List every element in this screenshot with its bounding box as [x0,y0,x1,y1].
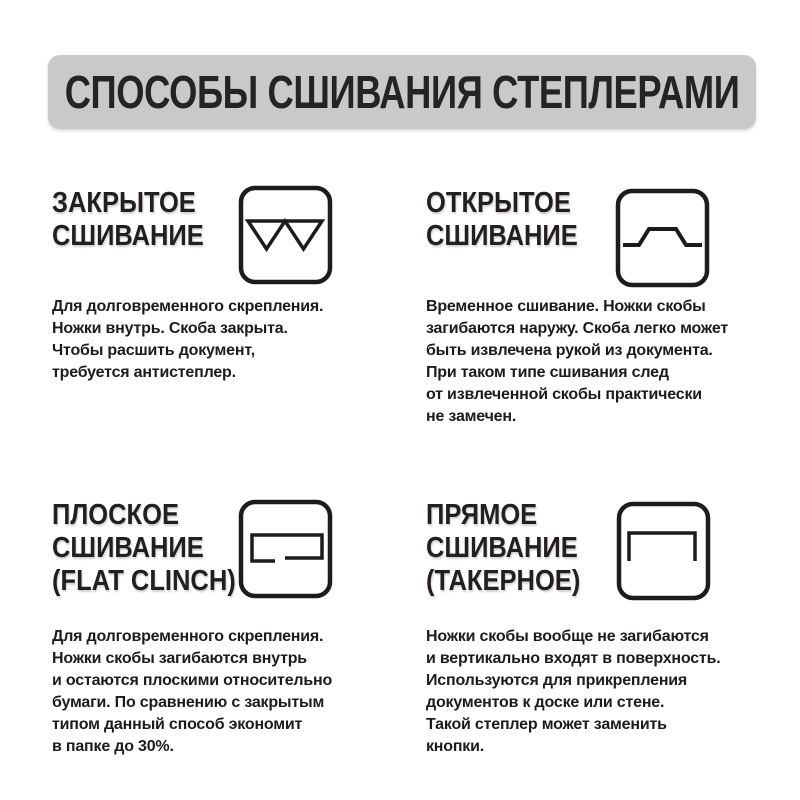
text-line: от извлеченной скобы практически [426,386,702,403]
text-line: Такой степлер может заменить [426,716,667,733]
text-line: и вертикально входят в поверхность. [426,650,721,667]
text-line: Для долговременного скрепления. [52,298,324,315]
text-line: кнопки. [426,738,484,755]
text-line: СШИВАНИЕ [52,220,204,252]
text-line: типом данный способ экономит [52,716,303,733]
text-line: При таком типе сшивания след [426,364,669,381]
text-line: бумаги. По сравнению с закрытым [52,694,325,711]
text-line: СШИВАНИЕ [52,532,204,564]
text-line: Ножки скобы вообще не загибаются [426,628,709,645]
straight-staple-icon [616,501,711,601]
section-description [52,626,332,758]
section-closed-stitching [52,187,422,381]
text-line: Используются для прикрепления [426,672,688,689]
text-line: в папке до 30%. [52,738,174,755]
title-banner [48,55,756,129]
text-line: Чтобы расшить документ, [52,342,255,359]
text-line: (ТАКЕРНОЕ) [426,565,581,597]
text-line: СШИВАНИЕ [426,220,578,252]
section-description [52,296,323,384]
text-line: ПРЯМОЕ [426,499,538,531]
text-line: Ножки скобы загибаются внутрь [52,650,307,667]
text-line: ЗАКРЫТОЕ [52,187,196,219]
text-line: Временное сшивание. Ножки скобы [426,298,706,315]
text-line: Ножки внутрь. Скоба закрыта. [52,320,288,337]
section-description [426,296,728,428]
closed-staple-triangles-icon [238,185,333,285]
text-line: не замечен. [426,408,517,425]
text-line: ОТКРЫТОЕ [426,187,571,219]
open-staple-trapezoid-icon [615,188,710,288]
text-line: документов к доске или стене. [426,694,665,711]
text-line: быть извлечена рукой из документа. [426,342,713,359]
text-line: Для долговременного скрепления. [52,628,324,645]
section-flat-clinch-stitching [52,499,422,755]
text-line: (FLAT CLINCH) [52,565,236,597]
text-line: и остаются плоскими относительно [52,672,333,689]
page-title: СПОСОБЫ СШИВАНИЯ СТЕПЛЕРАМИ [64,66,740,118]
section-open-stitching [426,187,796,425]
text-line: загибаются наружу. Скоба легко может [426,320,728,337]
text-line: СШИВАНИЕ [426,532,578,564]
section-straight-stitching [426,499,796,755]
flat-clinch-staple-icon [238,499,333,599]
section-description [426,626,720,758]
text-line: требуется антистеплер. [52,364,236,381]
text-line: ПЛОСКОЕ [52,499,179,531]
